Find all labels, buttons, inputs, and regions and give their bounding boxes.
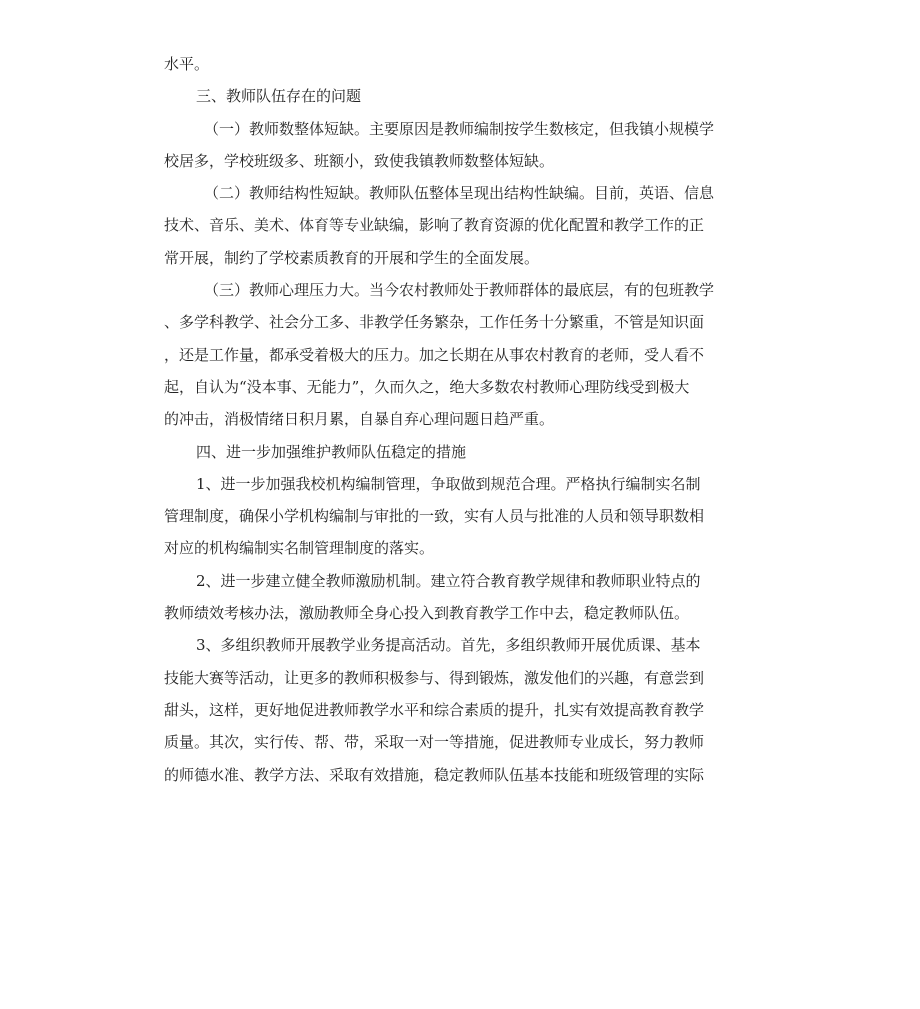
text-line: 常开展，制约了学校素质教育的开展和学生的全面发展。 (164, 248, 540, 267)
section-heading: 四、进一步加强维护教师队伍稳定的措施 (196, 442, 467, 461)
text-line: 3、多组织教师开展教学业务提高活动。首先，多组织教师开展优质课、基本 (196, 636, 701, 655)
text-line: 2、进一步建立健全教师激励机制。建立符合教育教学规律和教师职业特点的 (196, 571, 701, 590)
text-line: 教师绩效考核办法，激励教师全身心投入到教育教学工作中去，稳定教师队伍。 (164, 604, 690, 623)
text-line: 管理制度，确保小学机构编制与审批的一致，实有人员与批准的人员和领导职数相 (164, 507, 705, 526)
text-line: 、多学科教学、社会分工多、非教学任务繁杂，工作任务十分繁重，不管是知识面 (164, 313, 705, 332)
text-line: 质量。其次，实行传、帮、带，采取一对一等措施，促进教师专业成长，努力教师 (164, 733, 705, 752)
text-line: 甜头，这样，更好地促进教师教学水平和综合素质的提升，扎实有效提高教育教学 (164, 700, 705, 719)
text-line: 对应的机构编制实名制管理制度的落实。 (164, 539, 435, 558)
text-line: （一）教师数整体短缺。主要原因是教师编制按学生数核定，但我镇小规模学 (204, 119, 715, 138)
text-line: （二）教师结构性短缺。教师队伍整体呈现出结构性缺编。目前，英语、信息 (204, 184, 715, 203)
text-line: （三）教师心理压力大。当今农村教师处于教师群体的最底层，有的包班教学 (204, 281, 715, 300)
text-line: 的师德水准、教学方法、采取有效措施，稳定教师队伍基本技能和班级管理的实际 (164, 765, 705, 784)
text-line: 技能大赛等活动，让更多的教师积极参与、得到锻炼，激发他们的兴趣，有意尝到 (164, 668, 705, 687)
text-line: ，还是工作量，都承受着极大的压力。加之长期在从事农村教育的老师，受人看不 (164, 345, 705, 364)
text-line: 的冲击，消极情绪日积月累，自暴自弃心理问题日趋严重。 (164, 410, 555, 429)
section-heading: 三、教师队伍存在的问题 (196, 87, 362, 106)
text-line: 1、进一步加强我校机构编制管理，争取做到规范合理。严格执行编制实名制 (196, 474, 701, 493)
text-line: 水平。 (164, 55, 210, 73)
document-page (164, 48, 758, 791)
text-line: 技术、音乐、美术、体育等专业缺编，影响了教育资源的优化配置和教学工作的正 (164, 216, 705, 235)
text-line: 校居多，学校班级多、班额小，致使我镇教师数整体短缺。 (164, 151, 555, 170)
text-line: 起，自认为“没本事、无能力”，久而久之，绝大多数农村教师心理防线受到极大 (164, 377, 690, 396)
